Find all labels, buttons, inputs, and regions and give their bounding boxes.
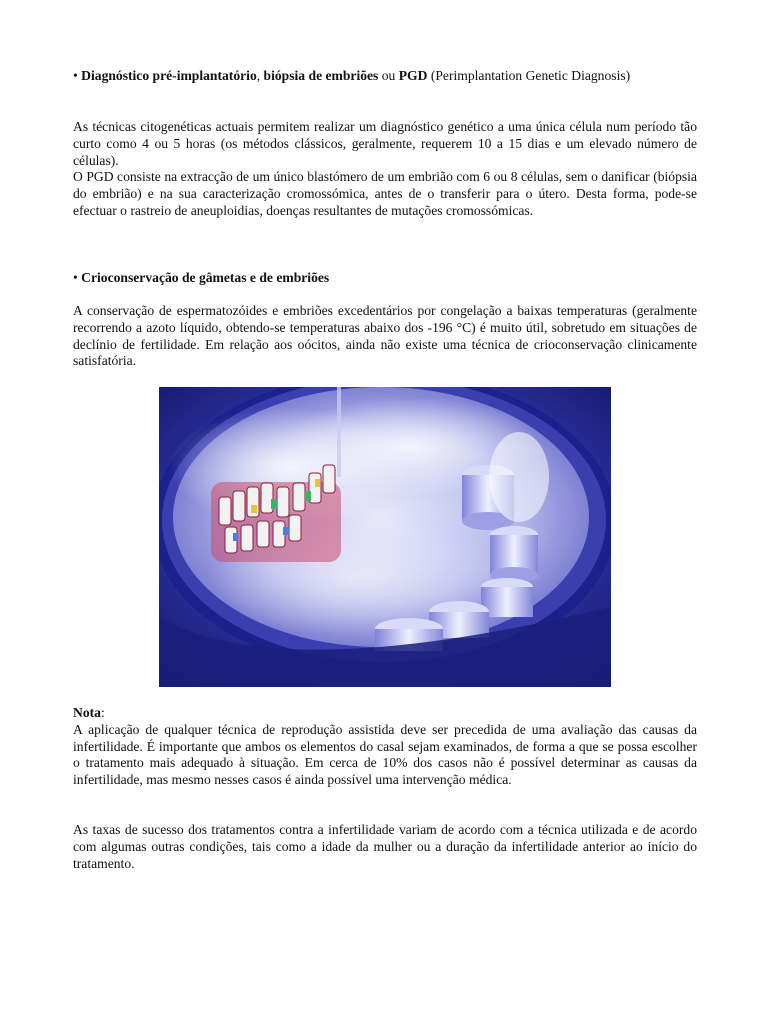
cryo-tank-image <box>159 387 611 687</box>
cryo-tank-photo <box>159 387 611 687</box>
paragraph: A aplicação de qualquer técnica de reprodução assistida deve ser precedida de uma avaliação das causas da infertilidade. É importante que ambos os elementos do casal sejam examinados, de forma a que se possa escolher o tratamento mais adequado à situação. Em cerca de 10% dos casos não é possível determinar as causas da infertilidade, mas mesmo nesses casos é ainda possível uma intervenção médica. <box>73 721 697 788</box>
paragraph: O PGD consiste na extracção de um único blastómero de um embrião com 6 ou 8 células, sem o danificar (biópsia do embrião) e na sua caracterização cromossómica, antes de o transferir para o útero. Desta forma, pode-se efectuar o rastreio de aneuploidias, doenças resultantes de mutações cromossómicas. <box>73 169 697 218</box>
section-body-pgd <box>73 119 697 220</box>
paragraph: As taxas de sucesso dos tratamentos contra a infertilidade variam de acordo com a técnica utilizada e de acordo com algumas outras condições, tais como a idade da mulher ou a duração da infertilidade anterior ao início do tratamento. <box>73 822 697 871</box>
section-heading-crioconservacao <box>73 270 697 287</box>
heading-bold-pgd: PGD <box>398 68 428 83</box>
heading-bold-biopsia: biópsia de embriões <box>263 68 379 83</box>
bullet: • <box>73 270 78 285</box>
section-heading-pgd: • Diagnóstico pré-implantatório, biópsia de embriões ou PGD (Perimplantation Genetic Diagnosis) <box>73 68 631 83</box>
note-section <box>73 705 697 789</box>
heading-bold-diagnostico: Diagnóstico pré-implantatório <box>81 68 257 83</box>
note-heading-line: Nota: <box>73 705 105 720</box>
bullet: • <box>73 68 78 83</box>
success-rates-section <box>73 822 697 872</box>
note-heading: Nota <box>73 705 101 720</box>
heading-title: Crioconservação de gâmetas e de embriões <box>81 270 330 285</box>
section-body-crioconservacao <box>73 303 697 370</box>
paragraph: As técnicas citogenéticas actuais permitem realizar um diagnóstico genético a uma única célula num período tão curto como 4 ou 5 horas (os métodos clássicos, geralmente, requerem 10 a 15 dias e um elevado número de células). <box>73 119 697 168</box>
heading-rest: (Perimplantation Genetic Diagnosis) <box>427 68 631 83</box>
paragraph: A conservação de espermatozóides e embriões excedentários por congelação a baixas temperaturas (geralmente recorrendo a azoto líquido, obtendo-se temperaturas abaixo dos -196 °C) é muito útil, sobretudo em situações de declínio de fertilidade. Em relação aos oócitos, ainda não existe uma técnica de crioconservação clinicamente satisfatória. <box>73 303 697 369</box>
